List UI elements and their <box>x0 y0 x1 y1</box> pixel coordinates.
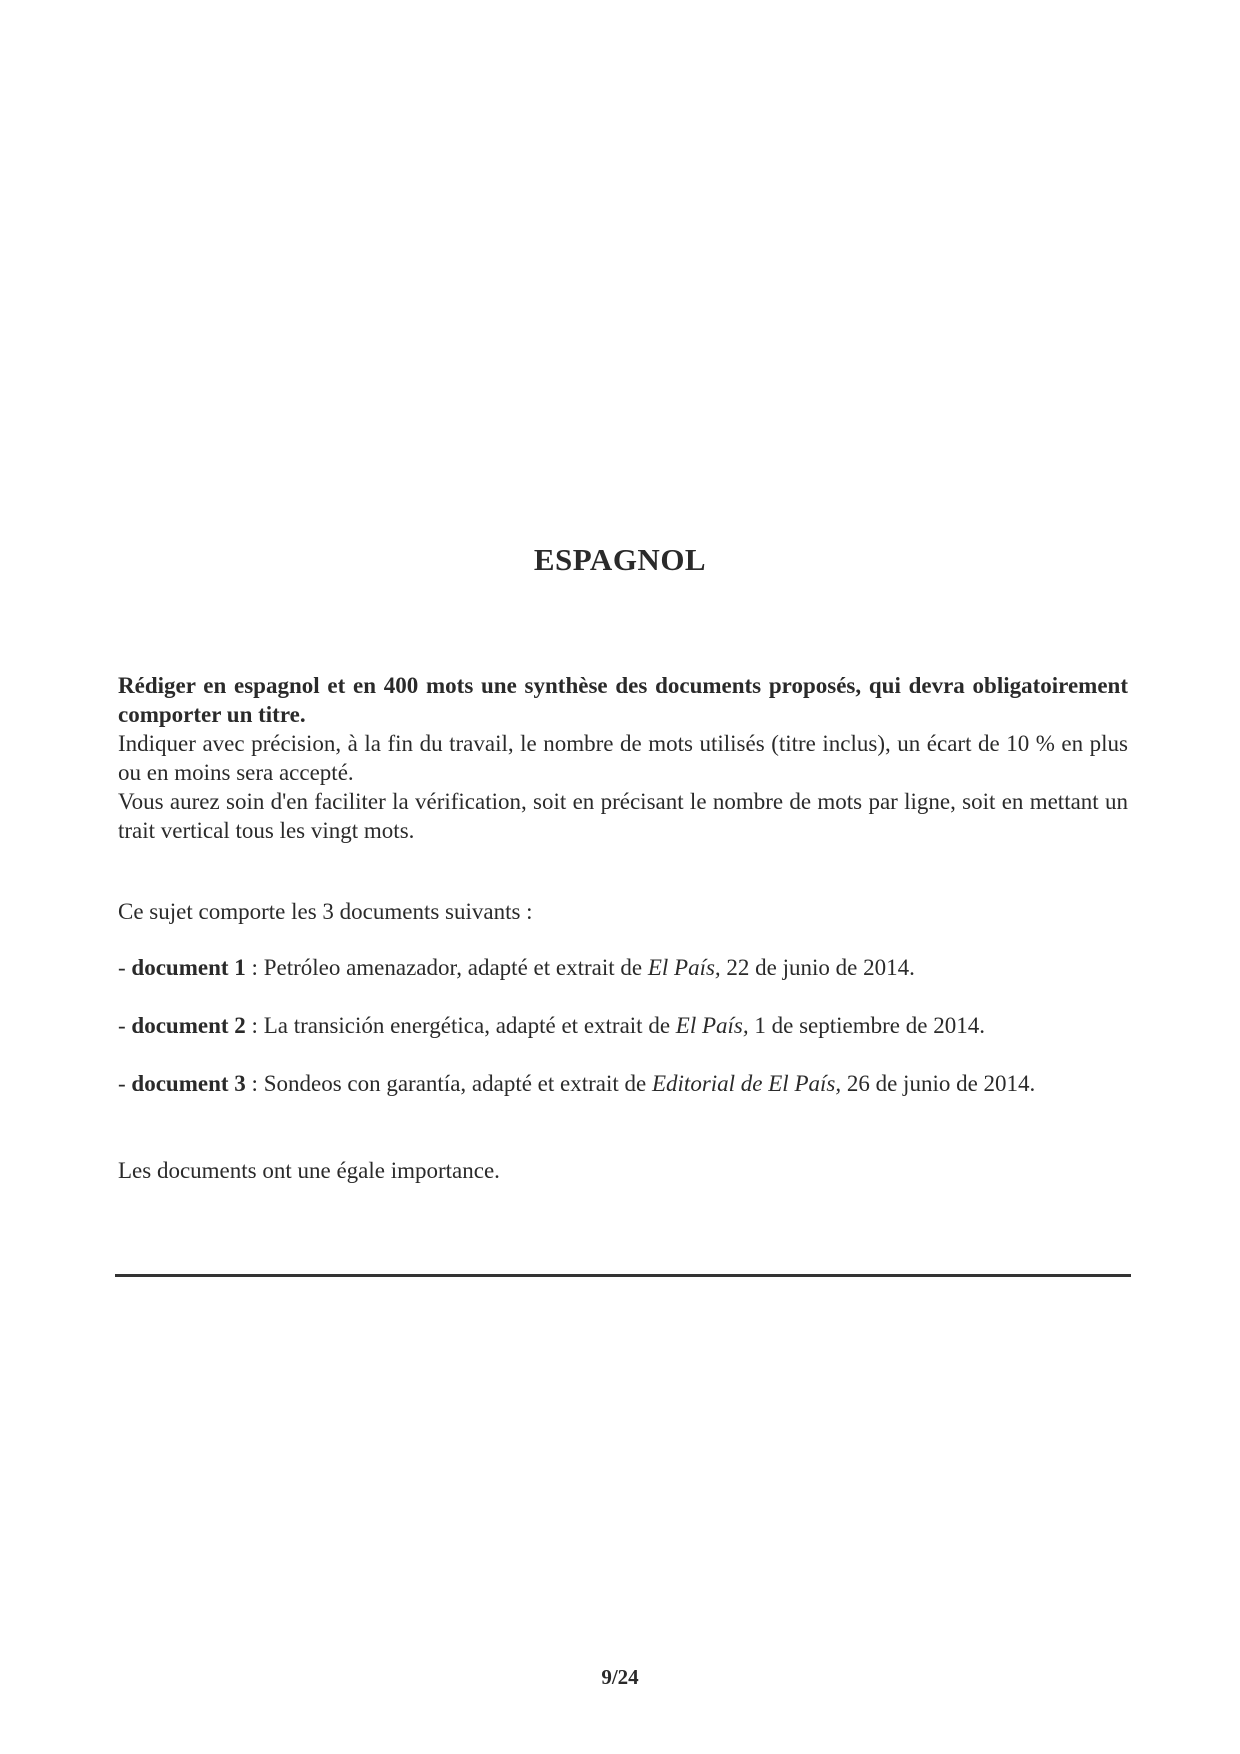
document-prefix: - <box>118 1071 132 1096</box>
instructions-precision <box>118 729 1128 787</box>
document-prefix: - <box>118 955 132 980</box>
document-source: El País, <box>675 1013 749 1038</box>
page-title: ESPAGNOL <box>533 542 707 577</box>
document-date: 22 de junio de 2014. <box>720 955 915 980</box>
document-date: 26 de junio de 2014. <box>841 1071 1036 1096</box>
document-source: El País, <box>647 955 721 980</box>
document-separator: : <box>245 1071 264 1096</box>
document-label: document 3 <box>131 1071 246 1096</box>
instructions-verification-text: Vous aurez soin d'en faciliter la vérification, soit en précisant le nombre de mots par ligne, soit en mettant un trait vertical tous les vingt mots. <box>118 789 1128 843</box>
instructions-verification <box>118 787 1128 845</box>
document-list-item <box>118 1011 985 1040</box>
document-date: 1 de septiembre de 2014. <box>748 1013 985 1038</box>
documents-intro: Ce sujet comporte les 3 documents suivants : <box>118 899 533 924</box>
instructions-precision-text: Indiquer avec précision, à la fin du travail, le nombre de mots utilisés (titre inclus), un écart de 10 % en plus ou en moins sera accepté. <box>118 731 1128 785</box>
page-number: 9/24 <box>601 1665 639 1689</box>
closing-note: Les documents ont une égale importance. <box>118 1158 500 1183</box>
horizontal-divider <box>115 1274 1131 1277</box>
document-separator: : <box>245 955 264 980</box>
document-separator: : <box>245 1013 264 1038</box>
document-list-item <box>118 953 915 982</box>
instructions-block <box>118 671 1128 845</box>
document-description: Sondeos con garantía, adapté et extrait de <box>263 1071 652 1096</box>
document-label: document 2 <box>131 1013 246 1038</box>
document-description: La transición energética, adapté et extrait de <box>263 1013 676 1038</box>
document-prefix: - <box>118 1013 132 1038</box>
document-source: Editorial de El País, <box>651 1071 842 1096</box>
document-label: document 1 <box>131 955 246 980</box>
document-list-item <box>118 1069 1035 1098</box>
instructions-main <box>118 671 1128 729</box>
instructions-bold-text: Rédiger en espagnol et en 400 mots une synthèse des documents proposés, qui devra obligatoirement comporter un titre. <box>118 673 1128 727</box>
document-description: Petróleo amenazador, adapté et extrait de <box>263 955 648 980</box>
